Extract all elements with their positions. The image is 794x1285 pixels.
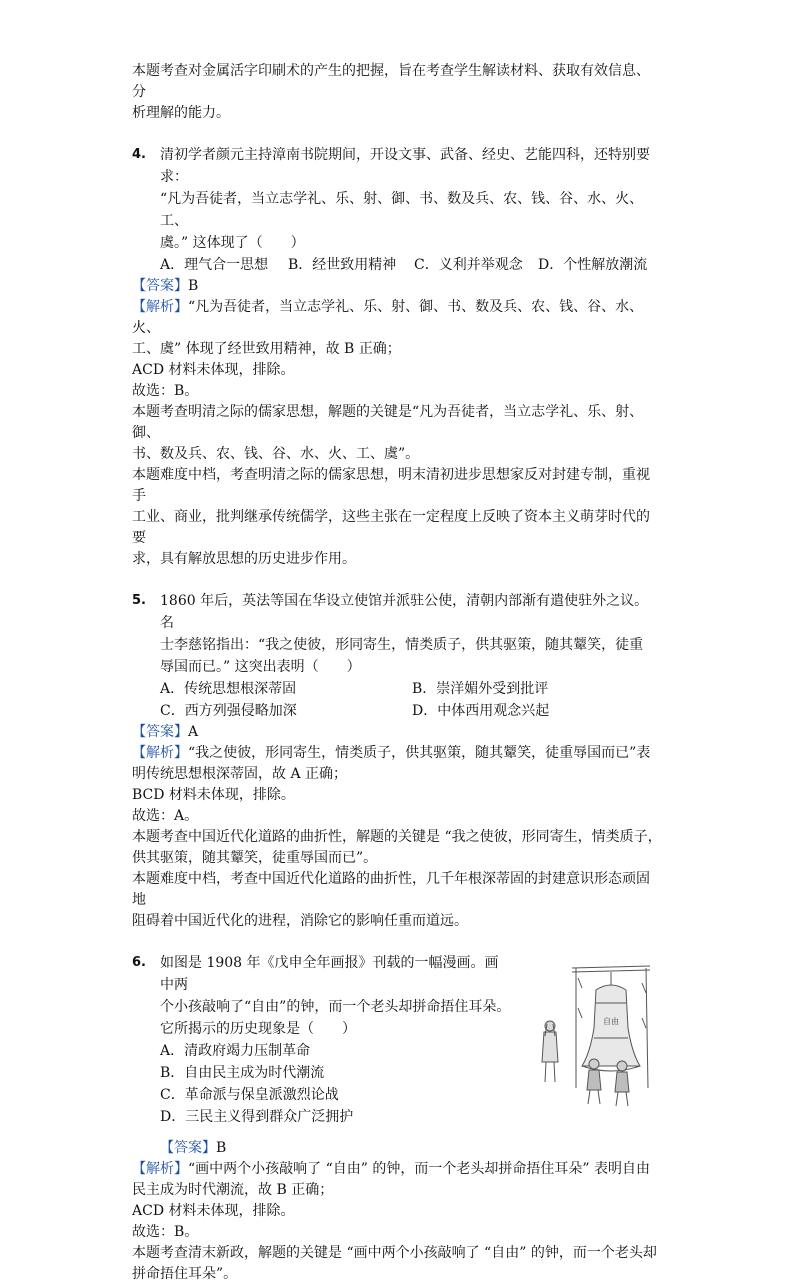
- question-number: 5.: [132, 593, 146, 608]
- analysis-line: [132, 1159, 662, 1180]
- stem-line: 1860 年后，英法等国在华设立使馆并派驻公使，清朝内部渐有遣使驻外之议。名: [160, 593, 649, 631]
- option-d[interactable]: D．个性解放潮流: [538, 257, 648, 273]
- analysis-text: 本题考查明清之际的儒家思想，解题的关键是“凡为吾徒者，当立志学礼、乐、射、御、: [132, 404, 644, 441]
- analysis-text: 工、虞” 体现了经世致用精神，故 B 正确；: [132, 341, 401, 357]
- option-c[interactable]: C．义利并举观念: [414, 257, 523, 273]
- stem-line: 虞。” 这体现了（ ）: [160, 235, 305, 251]
- stem-line: 个小孩敲响了“自由”的钟，而一个老头却拼命捂住耳朵。: [160, 999, 511, 1015]
- analysis-line: [132, 743, 662, 764]
- answer-value: B: [216, 1140, 227, 1156]
- text-line: 析理解的能力。: [132, 105, 230, 121]
- analysis-text: 民主成为时代潮流，故 B 正确；: [132, 1182, 334, 1198]
- option-b[interactable]: B．崇洋媚外受到批评: [412, 681, 549, 697]
- question-6: [132, 952, 662, 1285]
- analysis-text: 明传统思想根深蒂固，故 A 正确；: [132, 766, 348, 782]
- analysis-tag: 【解析】: [132, 299, 188, 315]
- question-stem: [160, 144, 662, 254]
- stem-line: 士李慈铭指出：“我之使彼，形同寄生，情类质子，供其驱策，随其颦笑，徒重: [160, 637, 644, 653]
- answer-line: [132, 276, 662, 297]
- analysis-text: 本题难度中档，考查明清之际的儒家思想，明末清初进步思想家反对封建专制，重视手: [132, 467, 650, 504]
- analysis-text: ACD 材料未体现，排除。: [132, 362, 295, 378]
- analysis-text: 拼命捂住耳朵”。: [132, 1266, 238, 1282]
- stem-line: 它所揭示的历史现象是（ ）: [160, 1021, 356, 1037]
- option-b[interactable]: B．经世致用精神: [288, 257, 397, 273]
- analysis-text: BCD 材料未体现，排除。: [132, 787, 295, 803]
- answer-line: [132, 722, 662, 743]
- answer-tag: 【答案】: [132, 278, 188, 294]
- option-d[interactable]: D．三民主义得到群众广泛拥护: [160, 1109, 354, 1125]
- analysis-text: 供其驱策，随其颦笑，徒重辱国而已”。: [132, 850, 378, 866]
- option-c[interactable]: C．革命派与保皇派激烈论战: [160, 1087, 339, 1103]
- text-line: 本题考查对金属活字印刷术的产生的把握，旨在考查学生解读材料、获取有效信息、分: [132, 63, 650, 100]
- analysis-text: 工业、商业，批判继承传统儒学，这些主张在一定程度上反映了资本主义萌芽时代的要: [132, 509, 650, 546]
- analysis-text: 本题考查清末新政，解题的关键是 “画中两个小孩敲响了 “自由” 的钟，而一个老头却: [132, 1245, 657, 1261]
- document-page: [132, 61, 662, 1285]
- stem-line: 辱国而已。” 这突出表明（ ）: [160, 659, 361, 675]
- analysis-text: “我之使彼，形同寄生，情类质子，供其驱策，随其颦笑，徒重辱国而已”表: [188, 745, 651, 761]
- option-a[interactable]: A．清政府竭力压制革命: [160, 1043, 311, 1059]
- analysis-text: “画中两个小孩敲响了 “自由” 的钟，而一个老头却拼命捂住耳朵” 表明自由: [188, 1161, 650, 1177]
- stem-line: “凡为吾徒者，当立志学礼、乐、射、御、书、数及兵、农、钱、谷、水、火、工、: [160, 191, 644, 229]
- question-stem: [160, 952, 512, 1040]
- answer-value: B: [188, 278, 199, 294]
- stem-line: 如图是 1908 年《戊申全年画报》刊载的一幅漫画。画中两: [160, 955, 499, 993]
- analysis-text: 本题考查中国近代化道路的曲折性，解题的关键是 “我之使彼，形同寄生，情类质子，: [132, 829, 662, 845]
- option-b[interactable]: B．自由民主成为时代潮流: [160, 1065, 325, 1081]
- question-5: [132, 590, 662, 932]
- analysis-text: 阻碍着中国近代化的进程，消除它的影响任重而道远。: [132, 913, 468, 929]
- options-grid: [132, 678, 662, 722]
- option-c[interactable]: C．西方列强侵略加深: [160, 703, 297, 719]
- analysis-text: “凡为吾徒者，当立志学礼、乐、射、御、书、数及兵、农、钱、谷、水、火、: [132, 299, 644, 336]
- option-a[interactable]: A．理气合一思想: [160, 257, 269, 273]
- analysis-text: 故选：B。: [132, 383, 199, 399]
- stem-line: 清初学者颜元主持漳南书院期间，开设文事、武备、经史、艺能四科，还特别要求：: [160, 147, 650, 185]
- analysis-line: [132, 297, 662, 339]
- options-row: [132, 254, 662, 276]
- analysis-tag: 【解析】: [132, 1161, 188, 1177]
- analysis-text: 故选：A。: [132, 808, 199, 824]
- analysis-text: 故选：B。: [132, 1224, 199, 1240]
- intro-paragraph: [132, 61, 662, 124]
- analysis-text: ACD 材料未体现，排除。: [132, 1203, 295, 1219]
- question-number: 4.: [132, 147, 146, 162]
- options-column: [132, 1040, 512, 1128]
- option-a[interactable]: A．传统思想根深蒂固: [160, 681, 297, 697]
- question-stem: [160, 590, 662, 678]
- answer-tag: 【答案】: [132, 724, 188, 740]
- option-d[interactable]: D．中体西用观念兴起: [412, 703, 550, 719]
- analysis-text: 本题难度中档，考查中国近代化道路的曲折性，几千年根深蒂固的封建意识形态顽固地: [132, 871, 650, 908]
- cartoon-illustration: [536, 958, 666, 1112]
- analysis-tag: 【解析】: [132, 745, 188, 761]
- answer-line: [132, 1138, 662, 1159]
- question-4: [132, 144, 662, 570]
- answer-value: A: [188, 724, 199, 740]
- bell-label: 自由: [603, 1017, 619, 1026]
- analysis-text: 书、数及兵、农、钱、谷、水、火、工、虞”。: [132, 446, 420, 462]
- analysis-text: 求，具有解放思想的历史进步作用。: [132, 551, 356, 567]
- answer-tag: 【答案】: [160, 1140, 216, 1156]
- question-number: 6.: [132, 955, 146, 970]
